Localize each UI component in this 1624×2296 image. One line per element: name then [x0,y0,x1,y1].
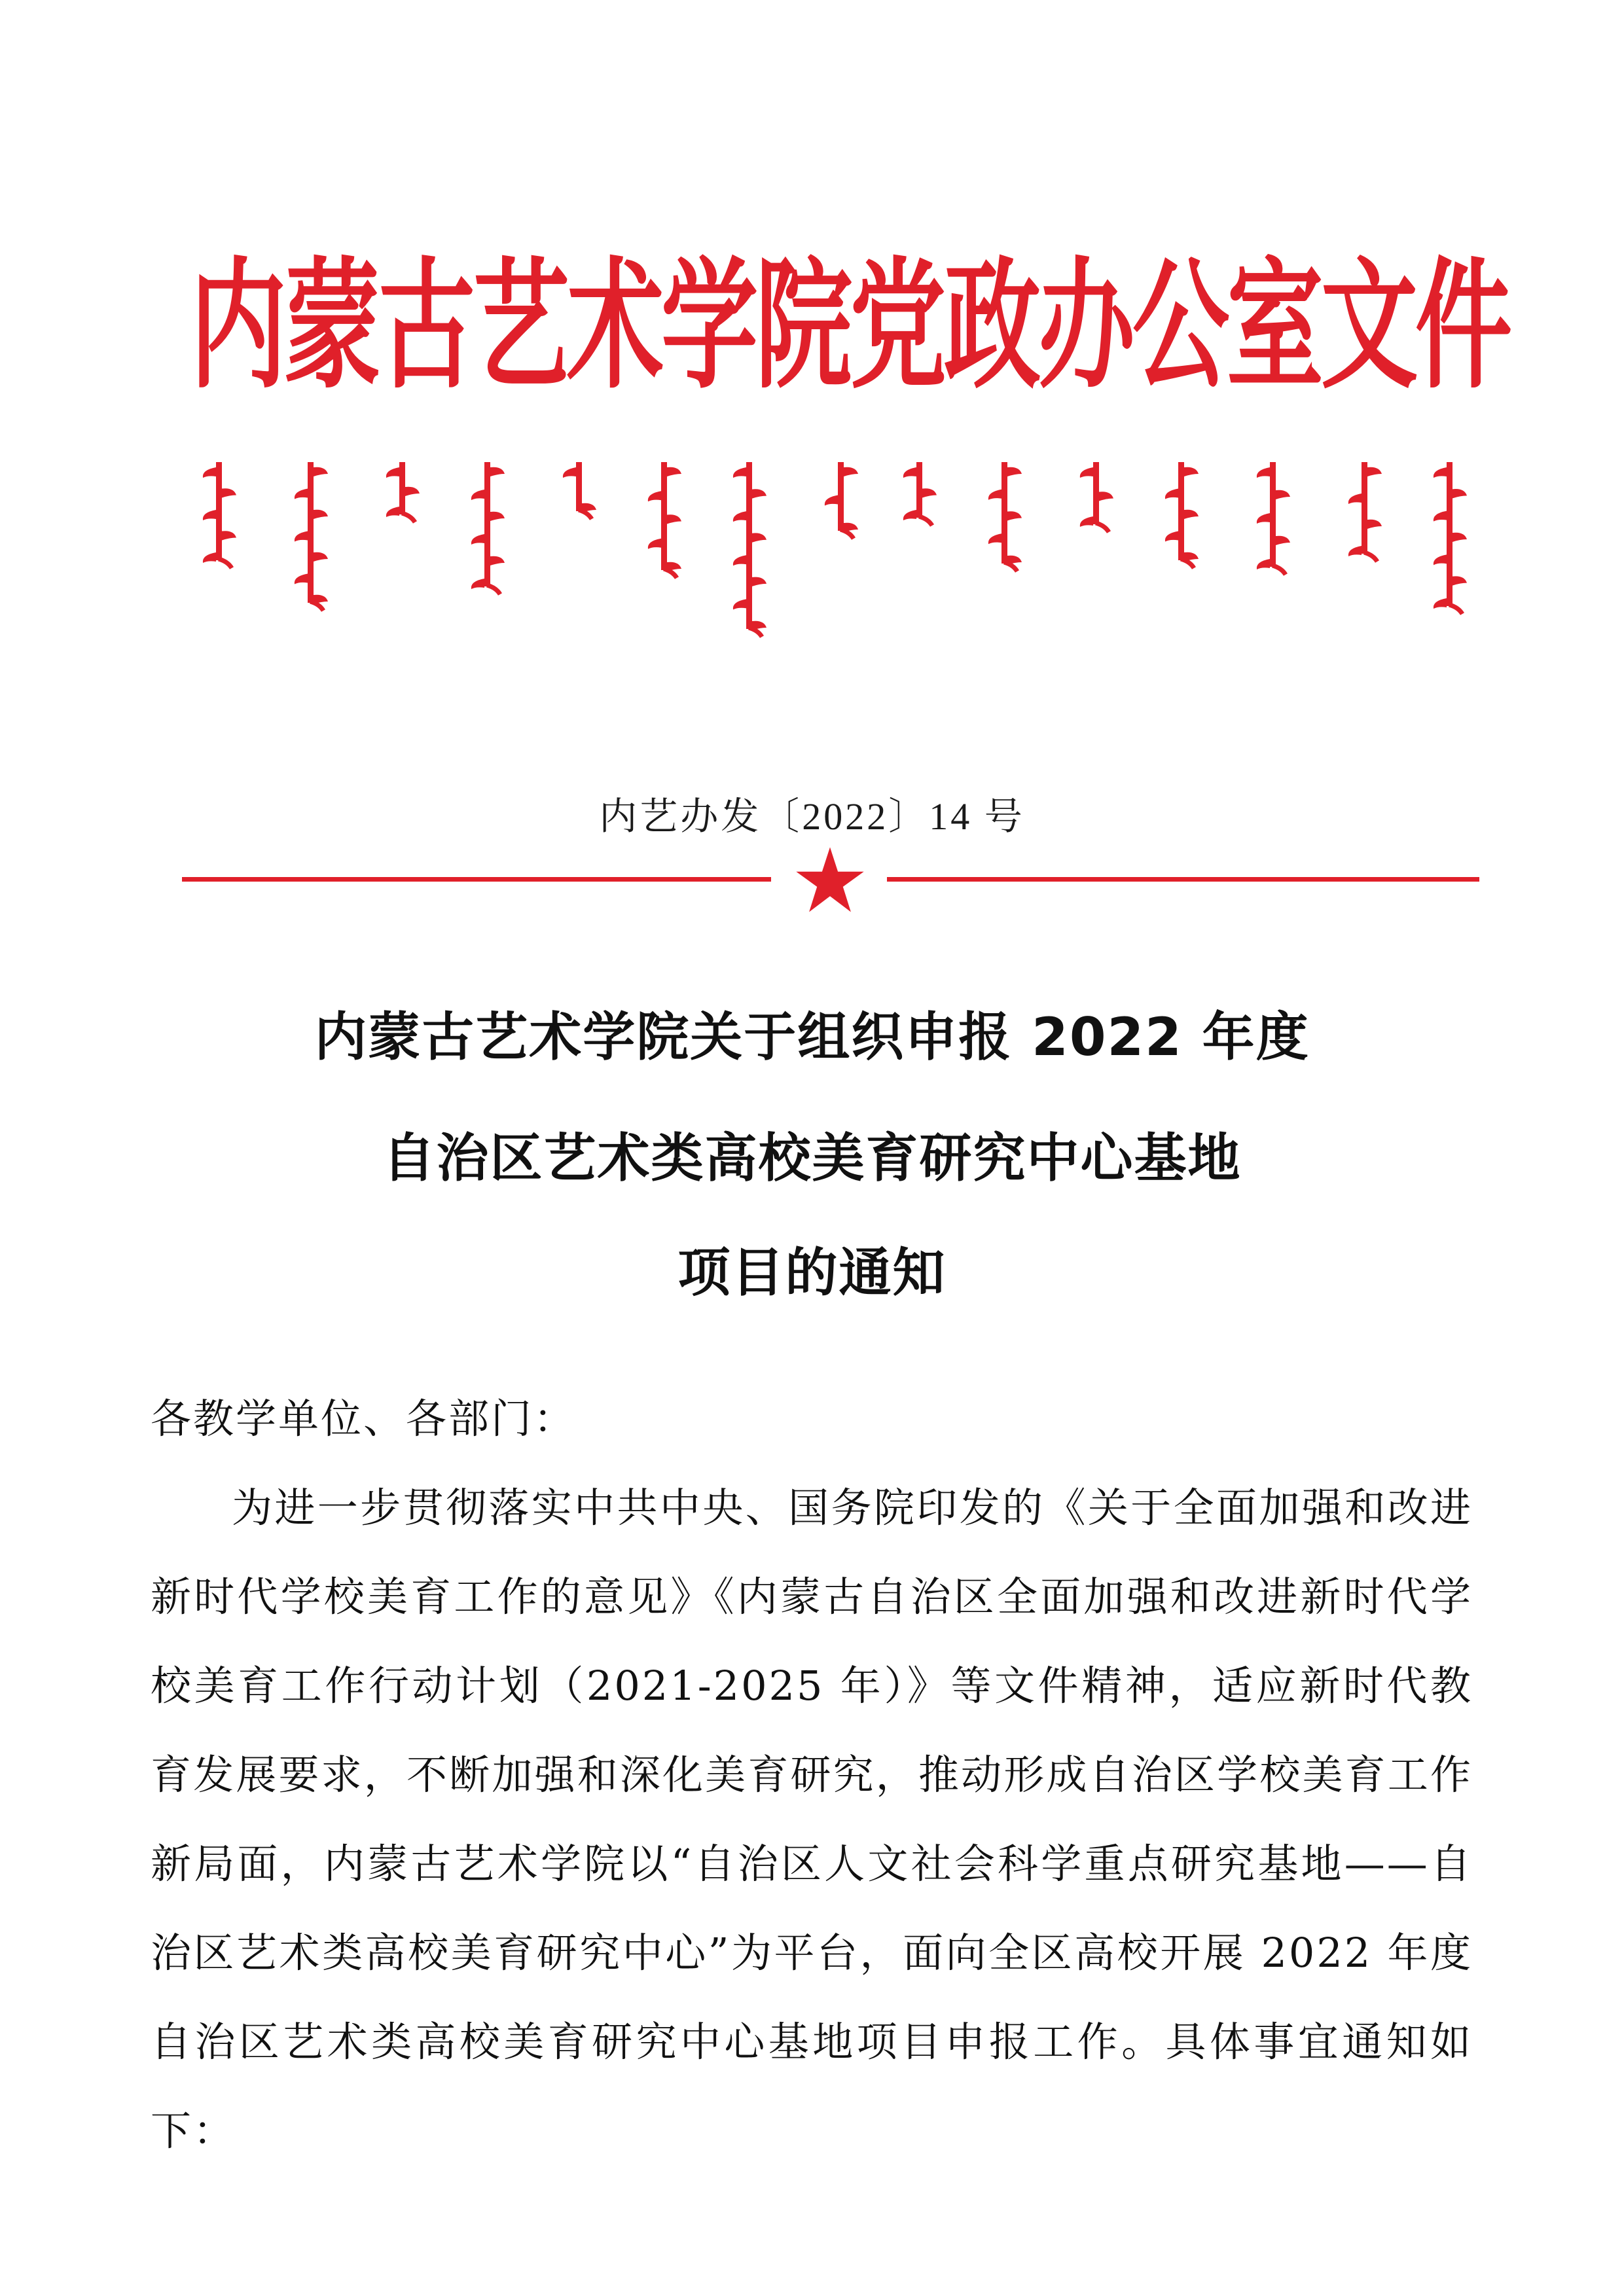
mongolian-word-1 [196,458,242,569]
red-rule-left [182,877,771,882]
mongolian-word-9 [897,458,943,527]
mongolian-word-10 [982,458,1028,573]
notice-title-line-2: 自治区艺术类高校美育研究中心基地 [382,1128,1242,1189]
mongolian-word-14 [1342,458,1388,563]
document-number: 内艺办发〔2022〕14 号 [599,795,1025,838]
mongolian-word-6 [641,458,687,579]
mongolian-word-15 [1427,458,1473,615]
red-rule-right [887,877,1479,882]
mongolian-word-3 [380,458,425,524]
mongolian-word-8 [818,458,864,540]
mongolian-word-4 [465,458,511,596]
mongolian-word-13 [1250,458,1296,576]
red-star-icon [794,844,866,916]
mongolian-word-12 [1159,458,1204,569]
mongolian-word-7 [727,458,772,638]
body-paragraph: 为进一步贯彻落实中共中央、国务院印发的《关于全面加强和改进新时代学校美育工作的意见》《内蒙古自治区全面加强和改进新时代学校美育工作行动计划（2021-2025 年）》等文件精神，适应新时代教育发展要求，不断加强和深化美育研究，推动形成自治区学校美育工作新局面，内蒙古艺术学院以“自治区人文社会科学重点研究基地——自治区艺术类高校美育研究中心”为平台，面向全区高校开展 2022 年度自治区艺术类高校美育研究中心基地项目申报工作。具体事宜通知如下： [151,1484,1473,2155]
mongolian-word-5 [556,458,602,520]
notice-title-line-1: 内蒙古艺术学院关于组织申报 2022 年度 [314,1007,1310,1067]
masthead-title: 内蒙古艺术学院党政办公室文件 [190,242,1509,408]
mongolian-script-line [190,458,1473,628]
salutation: 各教学单位、各部门： [151,1395,577,1443]
mongolian-word-2 [288,458,334,612]
notice-title-line-3: 项目的通知 [677,1242,947,1303]
mongolian-word-11 [1074,458,1119,533]
